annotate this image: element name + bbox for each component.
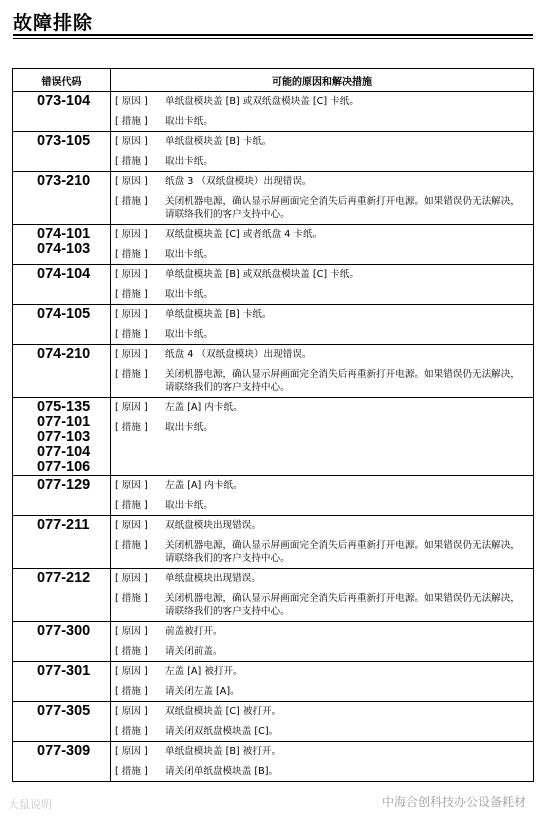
action-line-text: 请关闭单纸盘模块盖 [B]。 [165, 766, 279, 777]
cause-line [111, 702, 533, 721]
action-line-tag: [ 措施 ] [115, 329, 148, 340]
error-code-cell [13, 569, 111, 622]
action-line-text: 关闭机器电源，确认显示屏画面完全消失后再重新打开电源。如果错误仍无法解决，请联络我们的客户支持中心。 [165, 593, 520, 617]
cause-line-tag: [ 原因 ] [115, 573, 148, 584]
cause-line-tag: [ 原因 ] [115, 229, 148, 240]
cause-solution-cell [111, 702, 534, 742]
error-code-cell [13, 132, 111, 172]
error-code: 077-305 [37, 703, 91, 719]
cause-line-text: 左盖 [A] 被打开。 [165, 666, 243, 677]
error-code-cell [13, 305, 111, 345]
error-code: 077-104 [37, 444, 91, 460]
cause-solution-cell [111, 172, 534, 225]
action-line-tag: [ 措施 ] [115, 500, 148, 511]
error-code: 077-101 [37, 414, 91, 430]
table-row [13, 132, 534, 172]
cause-solution-cell [111, 742, 534, 782]
cause-line-tag: [ 原因 ] [115, 626, 148, 637]
error-code-cell [13, 622, 111, 662]
action-line [111, 111, 533, 131]
cause-solution-cell [111, 132, 534, 172]
action-line-text: 取出卡纸。 [165, 156, 213, 167]
action-line-tag: [ 措施 ] [115, 646, 148, 657]
cause-line [111, 662, 533, 681]
cause-line [111, 265, 533, 284]
action-line-text: 取出卡纸。 [165, 116, 213, 127]
cause-solution-cell [111, 225, 534, 265]
cause-line-text: 左盖 [A] 内卡纸。 [165, 402, 243, 413]
action-line-tag: [ 措施 ] [115, 766, 148, 777]
title-divider-thin [13, 38, 533, 39]
action-line-text: 关闭机器电源，确认显示屏画面完全消失后再重新打开电源。如果错误仍无法解决，请联络我们的客户支持中心。 [165, 196, 520, 220]
cause-line-tag: [ 原因 ] [115, 96, 148, 107]
table-row [13, 702, 534, 742]
cause-line [111, 132, 533, 151]
action-line-tag: [ 措施 ] [115, 249, 148, 260]
table-row [13, 398, 534, 476]
cause-line-text: 单纸盘模块盖 [B] 卡纸。 [165, 136, 272, 147]
table-row [13, 305, 534, 345]
cause-line-tag: [ 原因 ] [115, 136, 148, 147]
action-line-tag: [ 措施 ] [115, 726, 148, 737]
action-line-text: 请关闭前盖。 [165, 646, 223, 657]
cause-line [111, 516, 533, 535]
action-line-text: 请关闭双纸盘模块盖 [C]。 [165, 726, 279, 737]
error-code: 074-101 [37, 226, 91, 242]
error-code-cell [13, 516, 111, 569]
cause-solution-cell [111, 516, 534, 569]
watermark-left: 大鼠说明 [8, 798, 52, 811]
page-title: 故障排除 [13, 12, 94, 34]
table-row [13, 516, 534, 569]
cause-line-text: 单纸盘模块盖 [B] 被打开。 [165, 746, 282, 757]
error-code: 075-135 [37, 399, 91, 415]
cause-line-tag: [ 原因 ] [115, 402, 148, 413]
action-line-text: 请关闭左盖 [A]。 [165, 686, 240, 697]
cause-solution-cell [111, 662, 534, 702]
error-code-cell [13, 92, 111, 132]
action-line-tag: [ 措施 ] [115, 156, 148, 167]
table-row [13, 92, 534, 132]
error-code: 077-106 [37, 459, 91, 475]
table-row [13, 172, 534, 225]
cause-line [111, 476, 533, 495]
title-divider [13, 34, 533, 36]
action-line-tag: [ 措施 ] [115, 289, 148, 300]
cause-line-text: 单纸盘模块出现错误。 [165, 573, 261, 584]
error-code: 074-210 [37, 346, 91, 362]
action-line-text: 取出卡纸。 [165, 329, 213, 340]
action-line [111, 364, 533, 397]
error-code: 073-104 [37, 93, 91, 109]
action-line-tag: [ 措施 ] [115, 540, 148, 551]
error-code-cell [13, 702, 111, 742]
action-line [111, 721, 533, 741]
cause-line [111, 622, 533, 641]
cause-line [111, 225, 533, 244]
cause-line-tag: [ 原因 ] [115, 309, 148, 320]
cause-line [111, 398, 533, 417]
action-line [111, 495, 533, 515]
header-error-code: 错误代码 [13, 69, 111, 92]
table-row [13, 225, 534, 265]
cause-solution-cell [111, 476, 534, 516]
cause-line-text: 单纸盘模块盖 [B] 或双纸盘模块盖 [C] 卡纸。 [165, 269, 359, 280]
cause-line [111, 305, 533, 324]
cause-line [111, 345, 533, 364]
error-code: 074-103 [37, 241, 91, 257]
action-line-text: 取出卡纸。 [165, 500, 213, 511]
cause-line [111, 569, 533, 588]
cause-line [111, 172, 533, 191]
cause-line-text: 双纸盘模块盖 [C] 被打开。 [165, 706, 282, 717]
error-code: 077-309 [37, 743, 91, 759]
error-code: 074-104 [37, 266, 91, 282]
action-line-tag: [ 措施 ] [115, 686, 148, 697]
error-code-cell [13, 398, 111, 476]
cause-line-tag: [ 原因 ] [115, 480, 148, 491]
action-line [111, 151, 533, 171]
error-code-cell [13, 265, 111, 305]
cause-line-text: 单纸盘模块盖 [B] 或双纸盘模块盖 [C] 卡纸。 [165, 96, 359, 107]
cause-line-text: 纸盘 3 （双纸盘模块）出现错误。 [165, 176, 312, 187]
cause-line-tag: [ 原因 ] [115, 349, 148, 360]
cause-line-text: 双纸盘模块盖 [C] 或者纸盘 4 卡纸。 [165, 229, 323, 240]
error-code: 074-105 [37, 306, 91, 322]
action-line [111, 641, 533, 661]
cause-line-text: 单纸盘模块盖 [B] 卡纸。 [165, 309, 272, 320]
error-code-cell [13, 476, 111, 516]
cause-line-text: 左盖 [A] 内卡纸。 [165, 480, 243, 491]
cause-line-tag: [ 原因 ] [115, 706, 148, 717]
cause-line [111, 742, 533, 761]
action-line [111, 284, 533, 304]
action-line [111, 535, 533, 568]
table-row [13, 345, 534, 398]
action-line-text: 取出卡纸。 [165, 422, 213, 433]
cause-line-tag: [ 原因 ] [115, 269, 148, 280]
error-code: 077-211 [37, 517, 90, 533]
cause-line-text: 纸盘 4 （双纸盘模块）出现错误。 [165, 349, 312, 360]
error-code-cell [13, 172, 111, 225]
cause-line-text: 前盖被打开。 [165, 626, 223, 637]
error-code-cell [13, 225, 111, 265]
error-code-cell [13, 662, 111, 702]
cause-solution-cell [111, 92, 534, 132]
error-code-cell [13, 742, 111, 782]
action-line-text: 关闭机器电源，确认显示屏画面完全消失后再重新打开电源。如果错误仍无法解决，请联络我们的客户支持中心。 [165, 540, 520, 564]
action-line [111, 191, 533, 224]
cause-solution-cell [111, 305, 534, 345]
cause-line [111, 92, 533, 111]
cause-line-tag: [ 原因 ] [115, 746, 148, 757]
table-header-row [13, 69, 534, 92]
action-line-text: 取出卡纸。 [165, 249, 213, 260]
error-code: 077-103 [37, 429, 91, 445]
action-line [111, 588, 533, 621]
action-line [111, 417, 533, 437]
action-line [111, 761, 533, 781]
table-row [13, 662, 534, 702]
cause-solution-cell [111, 622, 534, 662]
cause-solution-cell [111, 569, 534, 622]
watermark-right: 中海合创科技办公设备耗材 [382, 795, 527, 809]
action-line-text: 关闭机器电源，确认显示屏画面完全消失后再重新打开电源。如果错误仍无法解决，请联络我们的客户支持中心。 [165, 369, 520, 393]
error-code: 077-301 [37, 663, 91, 679]
action-line [111, 681, 533, 701]
cause-solution-cell [111, 345, 534, 398]
action-line [111, 244, 533, 264]
cause-line-tag: [ 原因 ] [115, 176, 148, 187]
error-code: 077-212 [37, 570, 91, 586]
header-cause-solution: 可能的原因和解决措施 [111, 69, 534, 92]
error-code: 077-300 [37, 623, 91, 639]
error-code: 073-210 [37, 173, 91, 189]
table-row [13, 476, 534, 516]
table-row [13, 569, 534, 622]
action-line-tag: [ 措施 ] [115, 422, 148, 433]
error-code: 073-105 [37, 133, 91, 149]
action-line [111, 324, 533, 344]
table-row [13, 622, 534, 662]
action-line-tag: [ 措施 ] [115, 593, 148, 604]
cause-line-tag: [ 原因 ] [115, 520, 148, 531]
action-line-tag: [ 措施 ] [115, 116, 148, 127]
table-row [13, 742, 534, 782]
action-line-tag: [ 措施 ] [115, 369, 148, 380]
error-code-table [12, 68, 534, 782]
error-code-cell [13, 345, 111, 398]
error-code: 077-129 [37, 477, 91, 493]
action-line-tag: [ 措施 ] [115, 196, 148, 207]
cause-line-tag: [ 原因 ] [115, 666, 148, 677]
table-row [13, 265, 534, 305]
cause-solution-cell [111, 398, 534, 476]
cause-solution-cell [111, 265, 534, 305]
cause-line-text: 双纸盘模块出现错误。 [165, 520, 261, 531]
action-line-text: 取出卡纸。 [165, 289, 213, 300]
